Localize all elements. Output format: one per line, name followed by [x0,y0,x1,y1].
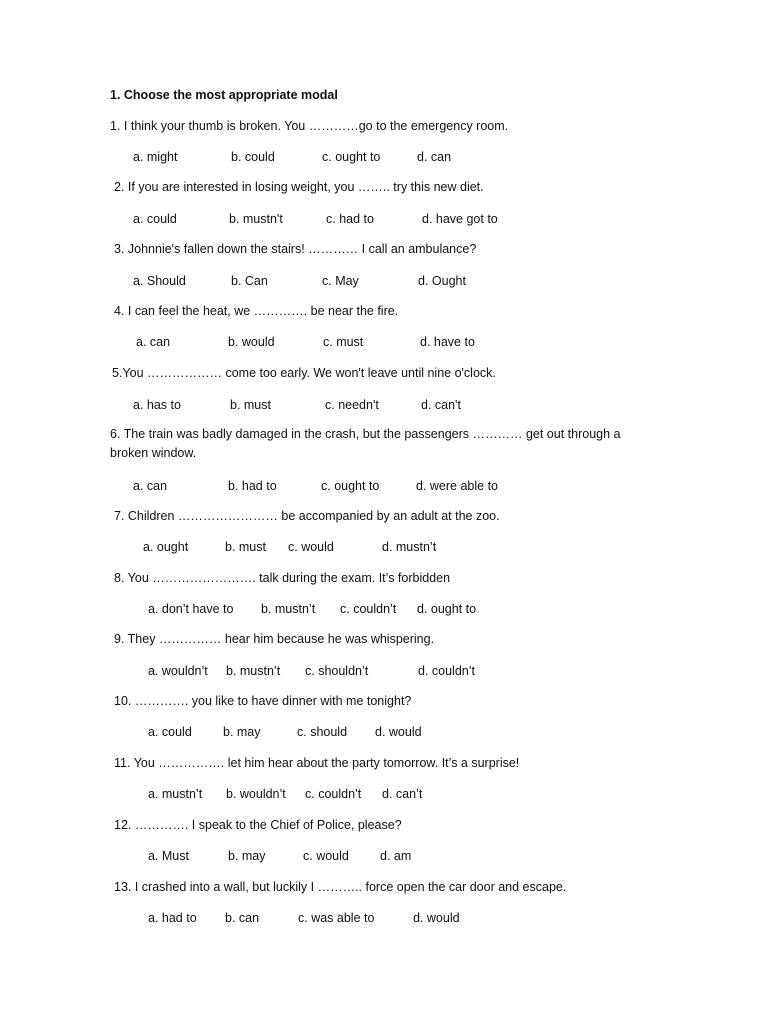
q5-option-c: c. needn't [325,398,379,412]
question-10: 10. …………. you like to have dinner with me tonight? [114,694,412,708]
q12-option-b: b. may [228,849,266,863]
q11-option-c: c. couldn’t [305,787,362,801]
q4-option-c: c. must [323,335,364,349]
q9-option-d: d. couldn’t [418,664,475,678]
q7-option-a: a. ought [143,540,189,554]
q4-option-a: a. can [136,335,171,349]
q5-option-d: d. can't [421,398,461,412]
q11-option-a: a. mustn’t [148,787,203,801]
q11-option-d: d. can’t [382,787,423,801]
q13-option-c: c. was able to [298,911,375,925]
q9-option-c: c. shouldn’t [305,664,369,678]
q10-option-c: c. should [297,725,348,739]
question-6: 6. The train was badly damaged in the crash, but the passengers ………… get out through a broken window. [110,427,621,460]
q7-option-c: c. would [288,540,334,554]
question-4: 4. I can feel the heat, we …………. be near the fire. [114,304,399,318]
question-7: 7. Children …………………… be accompanied by an adult at the zoo. [114,509,500,523]
q6-option-c: c. ought to [321,479,380,493]
q9-option-b: b. mustn’t [226,664,281,678]
q8-option-d: d. ought to [417,602,477,616]
q10-option-a: a. could [148,725,192,739]
q13-option-d: d. would [413,911,460,925]
question-13: 13. I crashed into a wall, but luckily I ……….. force open the car door and escape. [114,880,567,894]
q12-option-d: d. am [380,849,412,863]
q8-option-a: a. don’t have to [148,602,234,616]
q2-option-d: d. have got to [422,212,498,226]
q4-option-b: b. would [228,335,275,349]
q6-option-a: a. can [133,479,168,493]
question-12: 12. …………. I speak to the Chief of Police, please? [114,818,402,832]
q5-option-a: a. has to [133,398,181,412]
q1-option-a: a. might [133,150,178,164]
q2-option-a: a. could [133,212,177,226]
q7-option-b: b. must [225,540,266,554]
worksheet-heading: 1. Choose the most appropriate modal [110,88,338,102]
question-9: 9. They …………… hear him because he was whispering. [114,632,435,646]
q7-option-d: d. mustn’t [382,540,437,554]
q13-option-b: b. can [225,911,260,925]
q12-option-c: c. would [303,849,349,863]
q12-option-a: a. Must [148,849,189,863]
question-8: 8. You ……………………. talk during the exam. It’s forbidden [114,571,451,585]
q8-option-b: b. mustn’t [261,602,316,616]
q1-option-d: d. can [417,150,452,164]
q4-option-d: d. have to [420,335,475,349]
q13-option-a: a. had to [148,911,197,925]
q5-option-b: b. must [230,398,271,412]
q10-option-b: b. may [223,725,261,739]
question-3: 3. Johnnie's fallen down the stairs! ………… I call an ambulance? [114,242,477,256]
q8-option-c: c. couldn’t [340,602,397,616]
q1-option-b: b. could [231,150,275,164]
q10-option-d: d. would [375,725,422,739]
q6-option-d: d. were able to [416,479,498,493]
question-11: 11. You ……………. let him hear about the party tomorrow. It’s a surprise! [114,756,520,770]
q1-option-c: c. ought to [322,150,381,164]
q3-option-d: d. Ought [418,274,466,288]
q3-option-c: c. May [322,274,359,288]
q3-option-b: b. Can [231,274,268,288]
q2-option-c: c. had to [326,212,374,226]
q9-option-a: a. wouldn’t [148,664,208,678]
question-1: 1. I think your thumb is broken. You …………go to the emergency room. [110,119,509,133]
q2-option-b: b. mustn't [229,212,283,226]
q6-option-b: b. had to [228,479,277,493]
question-5: 5.You ……………… come too early. We won't leave until nine o'clock. [112,366,496,380]
q11-option-b: b. wouldn’t [226,787,286,801]
question-2: 2. If you are interested in losing weight, you …….. try this new diet. [114,180,484,194]
q3-option-a: a. Should [133,274,186,288]
